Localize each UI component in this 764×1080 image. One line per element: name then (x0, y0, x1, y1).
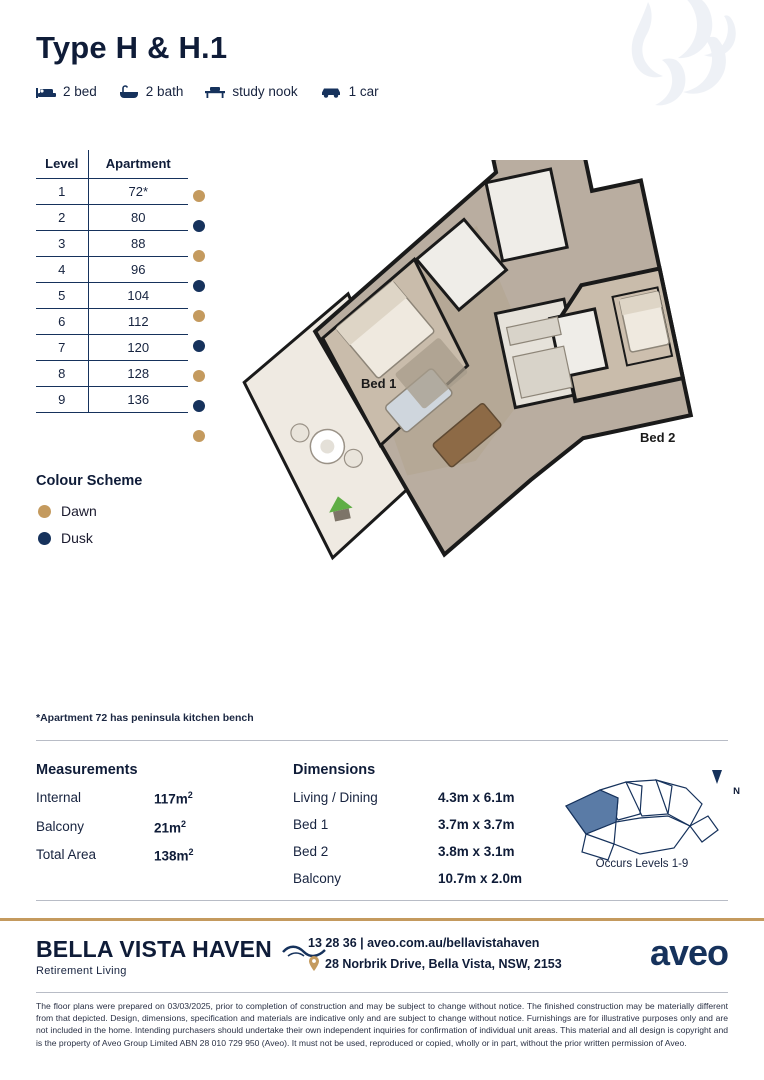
dimensions-block (293, 762, 543, 886)
spec-study (205, 84, 297, 99)
north-label: N (733, 786, 740, 797)
contact-address: 28 Norbrik Drive, Bella Vista, NSW, 2153 (325, 956, 562, 971)
dimension-label: Bed 1 (293, 817, 329, 832)
dusk-dot-icon (38, 532, 51, 545)
measurement-value: $138m^2$ (154, 847, 194, 864)
footnote: *Apartment 72 has peninsula kitchen bench (36, 712, 254, 724)
bath-icon (119, 85, 139, 99)
dawn-label: Dawn (61, 503, 97, 519)
cell-apartment: 128 (88, 361, 188, 387)
divider-top (36, 740, 728, 741)
table-header-row (36, 150, 188, 179)
colour-scheme-title: Colour Scheme (36, 473, 143, 489)
brand-name: BELLA VISTA HAVEN (36, 936, 272, 962)
highlighted-apartment (566, 790, 618, 834)
table-row (36, 283, 188, 309)
table-row (36, 361, 188, 387)
measurement-value: $21m^2$ (154, 818, 187, 835)
spec-list (36, 84, 401, 99)
spec-bath (119, 84, 184, 99)
page-title: Type H & H.1 (36, 30, 228, 65)
scheme-dot-level-6 (188, 339, 210, 357)
dimension-row (293, 817, 543, 832)
cell-apartment: 88 (88, 231, 188, 257)
cell-apartment: 120 (88, 335, 188, 361)
north-arrow-icon (712, 770, 722, 784)
dimension-value: 3.7m x 3.7m (438, 817, 515, 832)
brand-block (36, 936, 326, 977)
scheme-dot-level-3 (188, 249, 210, 267)
cell-level: 2 (36, 205, 88, 231)
dimension-value: 10.7m x 2.0m (438, 871, 523, 886)
spec-bed (36, 84, 97, 99)
measurement-label: Balcony (36, 818, 85, 834)
table-row (36, 335, 188, 361)
car-icon (320, 85, 342, 99)
location-pin-icon (308, 956, 320, 971)
aveo-logo: aveo (649, 932, 728, 973)
cell-apartment: 136 (88, 387, 188, 413)
contact-phone-web[interactable]: 13 28 36 | aveo.com.au/bellavistahaven (308, 936, 540, 950)
divider-bottom (36, 900, 728, 901)
spec-bath-label: 2 bath (145, 84, 184, 99)
contact-address-row (308, 956, 562, 971)
measurement-row (36, 790, 276, 807)
dimension-label: Balcony (293, 871, 342, 886)
table-row (36, 309, 188, 335)
table-row (36, 179, 188, 205)
cell-level: 1 (36, 179, 88, 205)
dimension-row (293, 790, 543, 805)
measurement-row (36, 819, 276, 836)
scheme-dot-level-2 (188, 219, 210, 237)
brand-tagline: Retirement Living (36, 965, 127, 977)
divider-disclaimer (36, 992, 728, 993)
dimension-label: Living / Dining (293, 790, 378, 805)
cell-level: 8 (36, 361, 88, 387)
scheme-dot-level-8 (188, 399, 210, 417)
spec-car (320, 84, 379, 99)
colour-scheme-dusk (38, 530, 93, 546)
scheme-dot-level-1 (188, 189, 210, 207)
table-row (36, 231, 188, 257)
level-apartment-table (36, 150, 188, 413)
bed-icon (36, 85, 56, 99)
contact-block (308, 936, 562, 971)
table-row (36, 387, 188, 413)
spec-study-label: study nook (232, 84, 298, 99)
cell-level: 5 (36, 283, 88, 309)
scheme-dot-level-5 (188, 309, 210, 327)
room-label-bed1: Bed 1 (361, 376, 397, 391)
unit-sup: 2 (187, 790, 193, 800)
cell-apartment: 112 (88, 309, 188, 335)
cell-level: 7 (36, 335, 88, 361)
unit-sup: 2 (181, 818, 187, 829)
measurement-label: Total Area (36, 847, 97, 862)
desk-icon (205, 85, 225, 99)
dusk-label: Dusk (61, 530, 93, 546)
measurements-block (36, 762, 276, 864)
cell-apartment: 80 (88, 205, 188, 231)
col-header-apartment: Apartment (88, 150, 188, 179)
unit-sup: 2 (188, 847, 194, 857)
spec-car-label: 1 car (348, 84, 379, 99)
measurement-row (36, 847, 276, 864)
cell-level: 6 (36, 309, 88, 335)
scheme-dot-level-7 (188, 369, 210, 387)
cell-level: 4 (36, 257, 88, 283)
dimension-value: 4.3m x 6.1m (438, 790, 515, 805)
gold-divider (0, 918, 764, 921)
table-row (36, 205, 188, 231)
cell-apartment: 96 (88, 257, 188, 283)
cell-apartment: 72* (88, 179, 188, 205)
measurements-title: Measurements (36, 762, 138, 778)
scheme-dot-level-9 (188, 429, 210, 447)
dawn-dot-icon (38, 505, 51, 518)
bird-watermark-icon (584, 0, 754, 144)
colour-scheme-dawn (38, 503, 97, 519)
dimension-row (293, 871, 543, 886)
dimension-label: Bed 2 (293, 844, 329, 859)
keyplan-caption: Occurs Levels 1-9 (595, 858, 689, 870)
col-header-level: Level (36, 150, 88, 179)
dimensions-title: Dimensions (293, 762, 376, 778)
room-label-bed2: Bed 2 (640, 430, 676, 445)
dimension-row (293, 844, 543, 859)
cell-level: 9 (36, 387, 88, 413)
measurement-label: Internal (36, 790, 82, 805)
scheme-dot-level-4 (188, 279, 210, 297)
spec-bed-label: 2 bed (63, 84, 97, 99)
floor-plan-illustration (215, 160, 735, 660)
cell-apartment: 104 (88, 283, 188, 309)
cell-level: 3 (36, 231, 88, 257)
disclaimer-text: The floor plans were prepared on 03/03/2025, prior to completion of construction and may be subject to change without notice. The finished construction may be materially different from that depicted. Design, dimensions, specification and materials are indicative only and are subject to change without notice. Furnishings are for illustrative purposes only and are not included in the home. Intending purchasers should undertake their own independent inquiries for confirmation of individual unit areas. This material and all design is copyright and is the property of Aveo Group Limited ABN 28 010 729 950 (Aveo). It must not be used, reproduced or copied, wholly or in part, without the prior written permission of Aveo. (36, 1001, 728, 1048)
table-row (36, 257, 188, 283)
measurement-value: $117m^2$ (154, 790, 193, 807)
dimension-value: 3.8m x 3.1m (438, 844, 515, 859)
